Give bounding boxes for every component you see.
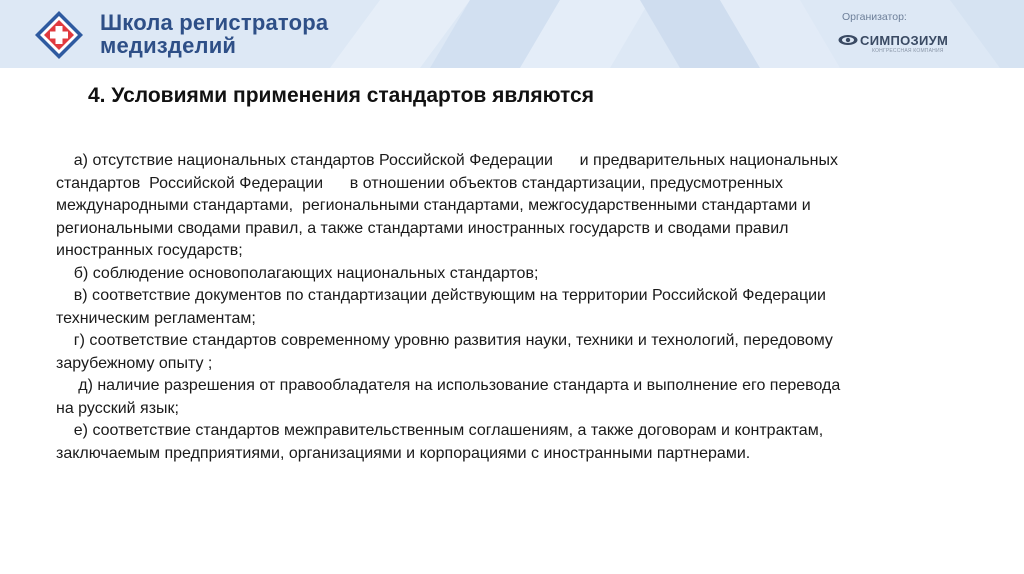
body-line: зарубежному опыту ; <box>56 354 213 372</box>
slide-title: 4. Условиями применения стандартов являются <box>88 84 594 107</box>
body-line: б) соблюдение основополагающих национальных стандартов; <box>56 264 539 282</box>
body-line: в) соответствие документов по стандартизации действующим на территории Российской Федерации <box>56 287 826 304</box>
body-line: заключаемым предприятиями, организациями и корпорациями с иностранными партнерами. <box>56 444 751 462</box>
body-line: д) наличие разрешения от правообладателя на использование стандарта и выполнение его перевода <box>56 377 841 394</box>
body-line: иностранных государств; <box>56 242 243 259</box>
body-line: техническим регламентам; <box>56 309 256 327</box>
school-title <box>100 11 328 57</box>
school-title-line2: медизделий <box>100 33 237 58</box>
sponsor-subtitle: КОНГРЕССНАЯ КОМПАНИЯ <box>872 48 944 54</box>
slide-body <box>56 150 996 465</box>
header-banner <box>0 0 1024 68</box>
medical-cross-diamond-icon <box>34 10 84 60</box>
body-line: а) отсутствие национальных стандартов Российской Федерации и предварительных национальных <box>56 152 838 169</box>
body-line: региональными сводами правил, а также стандартами иностранных государств и сводами правил <box>56 219 789 237</box>
sponsor-name: СИМПОЗИУМ <box>860 33 949 48</box>
school-title-line1: Школа регистратора <box>100 10 329 35</box>
body-line: международными стандартами, региональными стандартами, межгосударственными стандартами и <box>56 197 811 214</box>
body-line: на русский язык; <box>56 399 179 417</box>
body-line: е) соответствие стандартов межправительственным соглашениям, а также договорам и контрактам, <box>56 422 824 439</box>
body-line: г) соответствие стандартов современному уровню развития науки, техники и технологий, передовому <box>56 332 833 349</box>
sponsor-logo <box>838 32 968 58</box>
symposium-eye-icon <box>838 34 858 46</box>
body-line: стандартов Российской Федерации в отношении объектов стандартизации, предусмотренных <box>56 174 784 192</box>
organizer-label: Организатор: <box>842 11 907 23</box>
